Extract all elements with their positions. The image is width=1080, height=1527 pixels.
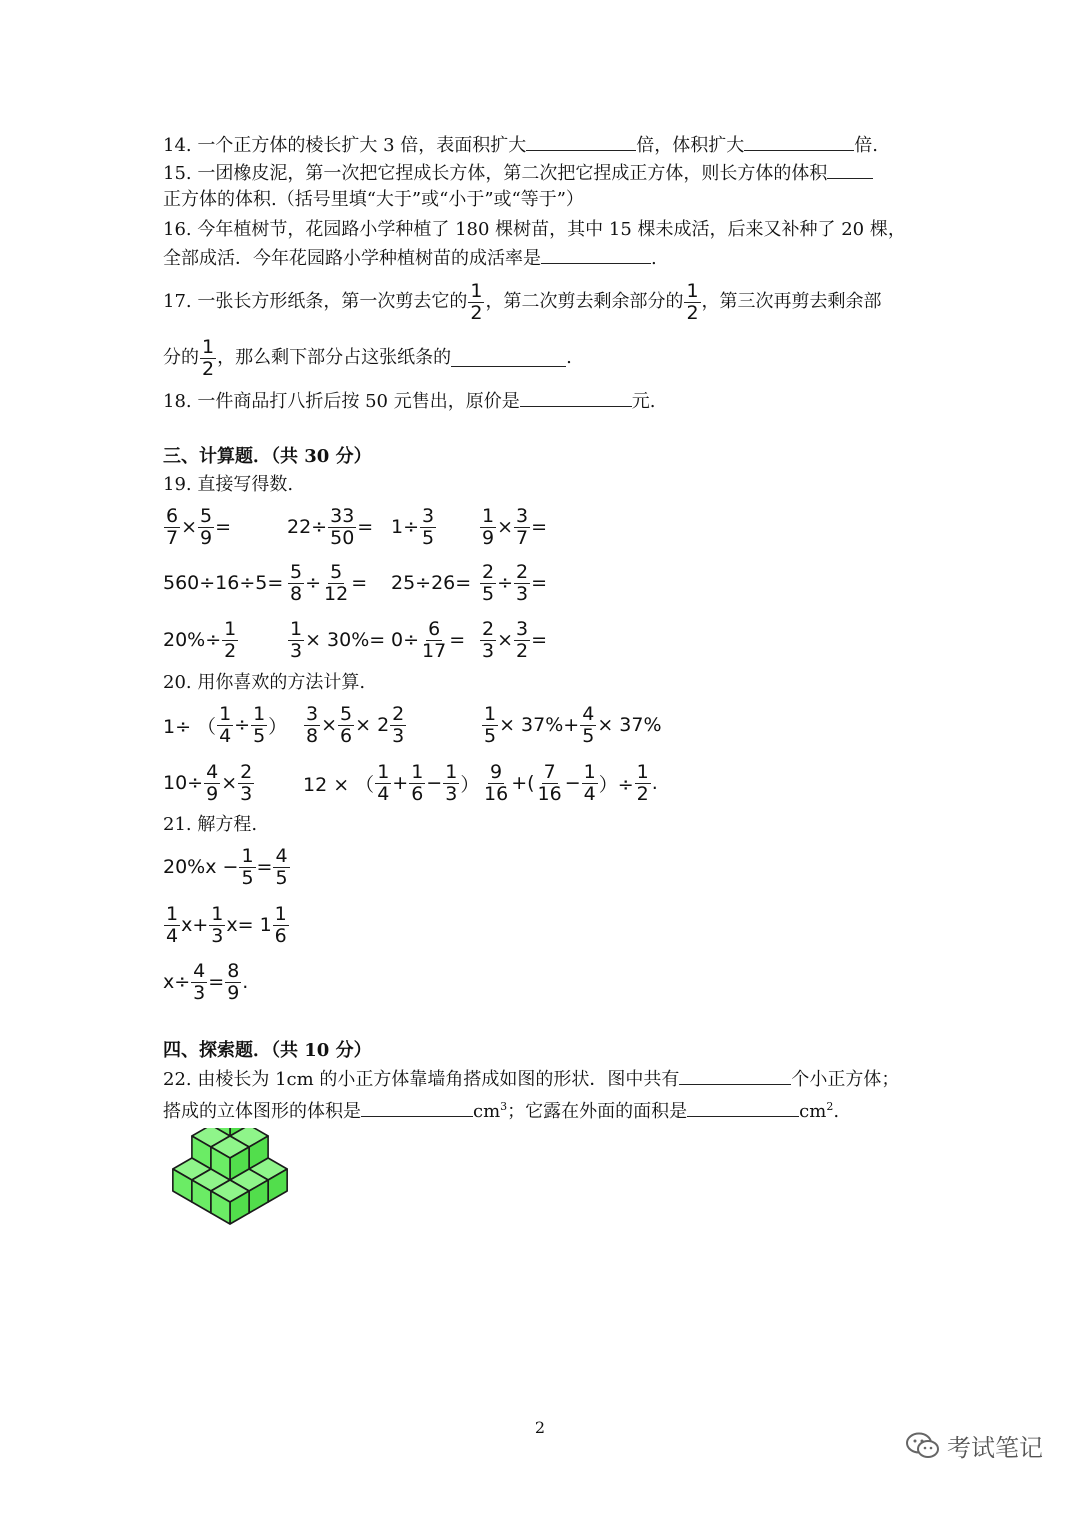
question-16: 16. 今年植树节，花园路小学种植了 180 棵树苗，其中 15 棵未成活，后来又补种了 20 棵，: [163, 219, 906, 240]
answer-blank[interactable]: [520, 390, 632, 407]
calc-item: 20%÷ $\frac{1}{2}$: [163, 617, 237, 662]
cube-stack-figure: [160, 1128, 300, 1278]
answer-blank[interactable]: [451, 350, 566, 367]
question-15-line2: 正方体的体积.（括号里填“大于”或“小于”或“等于”）: [163, 189, 584, 210]
answer-blank[interactable]: [541, 247, 651, 264]
calc-item: 25÷26=: [391, 572, 472, 594]
wechat-icon: [905, 1431, 941, 1461]
answer-blank[interactable]: [827, 162, 873, 179]
question-16-line2: 全部成活．今年花园路小学种植树苗的成活率是 .: [163, 248, 657, 269]
calc-item: 22÷ $\frac{33}{50}$ =: [287, 504, 374, 549]
calc-item: $\frac{1}{5}$ × 37%+ $\frac{4}{5}$ × 37%: [484, 702, 662, 747]
question-22-line2: 搭成的立体图形的体积是 $cm^3$；它露在外面的面积是 $cm^2$.: [163, 1100, 840, 1122]
question-22: 22. 由棱长为 1cm 的小正方体靠墙角搭成如图的形状．图中共有 个小正方体；: [163, 1069, 900, 1090]
answer-blank[interactable]: [526, 134, 636, 151]
calc-item: 560÷16÷5=: [163, 572, 284, 594]
question-19: 19. 直接写得数.: [163, 474, 294, 495]
section-heading-4: 四、探索题．（共 10 分）: [163, 1040, 372, 1061]
section-heading-3: 三、计算题．（共 30 分）: [163, 446, 372, 467]
calc-item: $\frac{1}{9}$ × $\frac{3}{7}$ =: [482, 504, 548, 549]
answer-blank[interactable]: [361, 1100, 473, 1117]
question-14: 14. 一个正方体的棱长扩大 3 倍，表面积扩大 倍，体积扩大 倍.: [163, 135, 878, 156]
watermark: 考试笔记: [905, 1428, 1043, 1463]
calc-item: 0÷ $\frac{6}{17}$ =: [391, 617, 466, 662]
calc-item: 1÷ $\frac{3}{5}$: [391, 504, 435, 549]
fraction: $\frac{1}{2}$: [686, 279, 699, 324]
question-18: 18. 一件商品打八折后按 50 元售出，原价是 元.: [163, 391, 656, 412]
page-number: 2: [534, 1418, 546, 1437]
calc-item: $\frac{9}{16}$ +( $\frac{7}{16}$ − $\frac{1}{4}$ ）÷ $\frac{1}{2}$ .: [484, 760, 658, 805]
question-20: 20. 用你喜欢的方法计算.: [163, 672, 366, 693]
calc-item: 1÷ （ $\frac{1}{4}$ ÷ $\frac{1}{5}$ ）: [163, 702, 288, 747]
answer-blank[interactable]: [687, 1100, 799, 1117]
calc-item: $\frac{1}{3}$ × 30%=: [290, 617, 386, 662]
calc-item: $\frac{3}{8}$ × $\frac{5}{6}$ × 2 $\frac{2}{3}$: [306, 702, 405, 747]
answer-blank[interactable]: [679, 1068, 791, 1085]
question-21: 21. 解方程.: [163, 814, 258, 835]
calc-item: $\frac{5}{8}$ ÷ $\frac{5}{12}$ =: [290, 560, 368, 605]
answer-blank[interactable]: [744, 134, 854, 151]
question-15: 15. 一团橡皮泥，第一次把它捏成长方体，第二次把它捏成正方体，则长方体的体积: [163, 162, 873, 185]
calc-item: $\frac{6}{7}$ × $\frac{5}{9}$ =: [166, 504, 232, 549]
fraction: $\frac{1}{2}$: [470, 279, 483, 324]
question-17: 17. 一张长方形纸条，第一次剪去它的 $\frac{1}{2}$ ，第二次剪去剩余部分的 $\frac{1}{2}$ ，第三次再剪去剩余部: [163, 279, 882, 324]
fraction: $\frac{1}{2}$: [202, 335, 215, 380]
calc-item: 10÷ $\frac{4}{9}$ × $\frac{2}{3}$: [163, 760, 253, 805]
calc-item: $\frac{2}{3}$ × $\frac{3}{2}$ =: [482, 617, 548, 662]
question-17-line2: 分的 $\frac{1}{2}$ ，那么剩下部分占这张纸条的 .: [163, 335, 572, 380]
calc-item: 12 × （ $\frac{1}{4}$ + $\frac{1}{6}$ − $\frac{1}{3}$ ）: [303, 760, 480, 805]
calc-item: $\frac{2}{5}$ ÷ $\frac{2}{3}$ =: [482, 560, 548, 605]
